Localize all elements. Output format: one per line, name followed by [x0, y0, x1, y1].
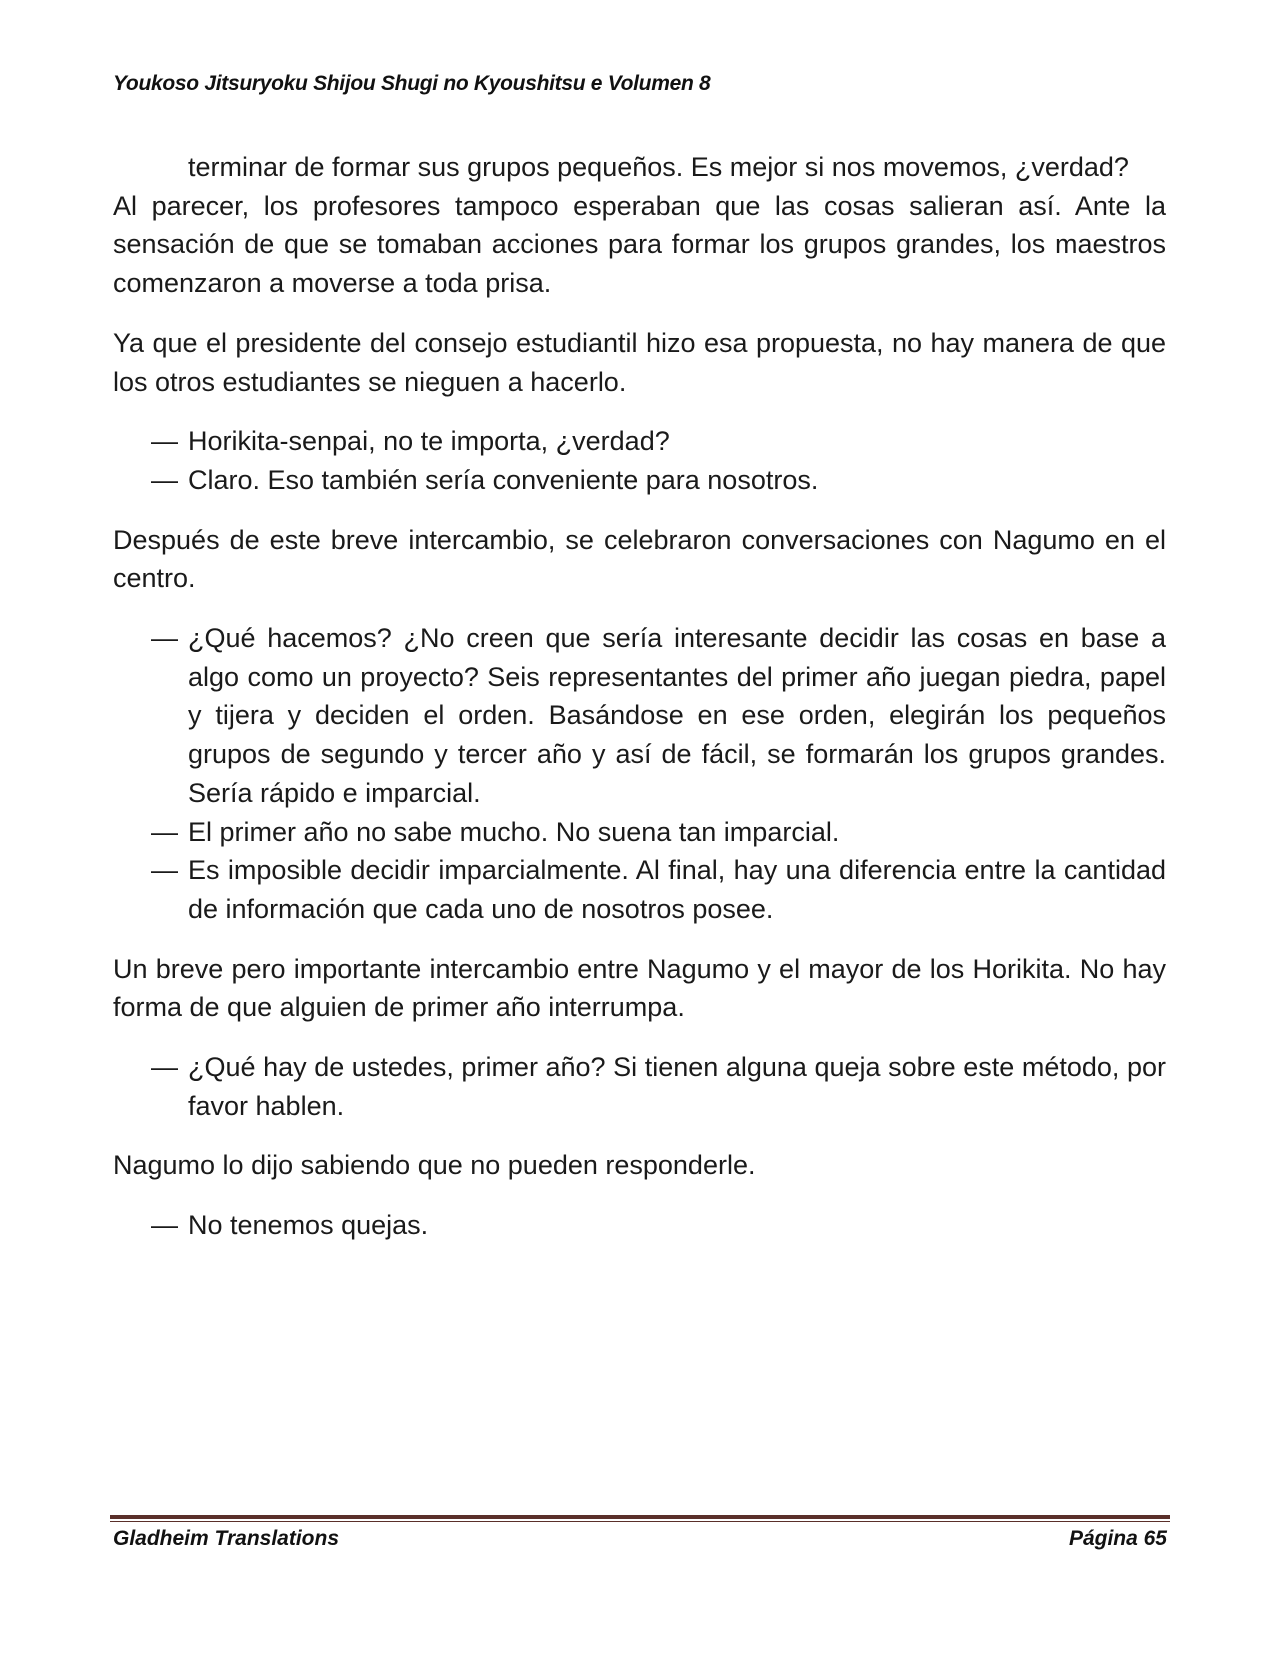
dialogue-line — [113, 461, 1166, 500]
paragraph: Nagumo lo dijo sabiendo que no pueden responderle. — [113, 1150, 756, 1181]
running-header-title: Youkoso Jitsuryoku Shijou Shugi no Kyoushitsu e Volumen 8 — [113, 72, 711, 95]
dialogue-line — [113, 422, 1166, 461]
dialogue-dash: — — [151, 464, 178, 495]
footer-divider-thin — [110, 1521, 1170, 1522]
dialogue-dash: — — [151, 1052, 178, 1083]
page-body — [113, 148, 1166, 1266]
dialogue-line — [113, 619, 1166, 813]
paragraph: Al parecer, los profesores tampoco esperaban que las cosas salieran así. Ante la sensación de que se tomaban acciones para formar los grupos grandes, los maestros comenzaron a moverse a toda prisa. — [113, 190, 1166, 299]
paragraph: Un breve pero importante intercambio entre Nagumo y el mayor de los Horikita. No hay forma de que alguien de primer año interrumpa. — [113, 953, 1166, 1023]
dialogue-dash: — — [151, 855, 178, 886]
dialogue-text: ¿Qué hay de ustedes, primer año? Si tienen alguna queja sobre este método, por favor hablen. — [188, 1052, 1166, 1121]
dialogue-line — [113, 851, 1166, 928]
dialogue-dash: — — [151, 426, 178, 457]
footer-page-number: Página 65 — [1068, 1527, 1167, 1550]
dialogue-line — [113, 813, 1166, 852]
dialogue-text: ¿Qué hacemos? ¿No creen que sería interesante decidir las cosas en base a algo como un proyecto? Seis representantes del primer año juegan piedra, papel y tijera y deciden el orden. Basándose en ese orden, elegirán los pequeños grupos de segundo y tercer año y así de fácil, se formarán los grupos grandes. Sería rápido e imparcial. — [188, 623, 1166, 808]
dialogue-group — [113, 619, 1166, 929]
dialogue-group — [113, 422, 1166, 499]
continued-dialogue — [113, 148, 1166, 187]
dialogue-dash: — — [151, 1210, 178, 1241]
dialogue-text: Horikita-senpai, no te importa, ¿verdad? — [188, 426, 670, 457]
dialogue-text: No tenemos quejas. — [188, 1210, 429, 1241]
dialogue-text: El primer año no sabe mucho. No suena tan imparcial. — [188, 816, 840, 847]
dialogue-line — [113, 1206, 1166, 1245]
paragraph: Ya que el presidente del consejo estudiantil hizo esa propuesta, no hay manera de que los otros estudiantes se nieguen a hacerlo. — [113, 327, 1166, 397]
footer-publisher: Gladheim Translations — [113, 1527, 340, 1550]
dialogue-dash: — — [151, 816, 178, 847]
dialogue-text: Es imposible decidir imparcialmente. Al final, hay una diferencia entre la cantidad de información que cada uno de nosotros posee. — [188, 855, 1166, 924]
dialogue-text: Claro. Eso también sería conveniente para nosotros. — [188, 464, 819, 495]
footer-divider — [110, 1515, 1170, 1519]
dialogue-group — [113, 1206, 1166, 1245]
paragraph: Después de este breve intercambio, se celebraron conversaciones con Nagumo en el centro. — [113, 524, 1166, 594]
dialogue-group — [113, 1048, 1166, 1125]
dialogue-line — [113, 1048, 1166, 1125]
dialogue-dash: — — [151, 623, 178, 654]
dialogue-text: terminar de formar sus grupos pequeños. Es mejor si nos movemos, ¿verdad? — [188, 152, 1129, 182]
